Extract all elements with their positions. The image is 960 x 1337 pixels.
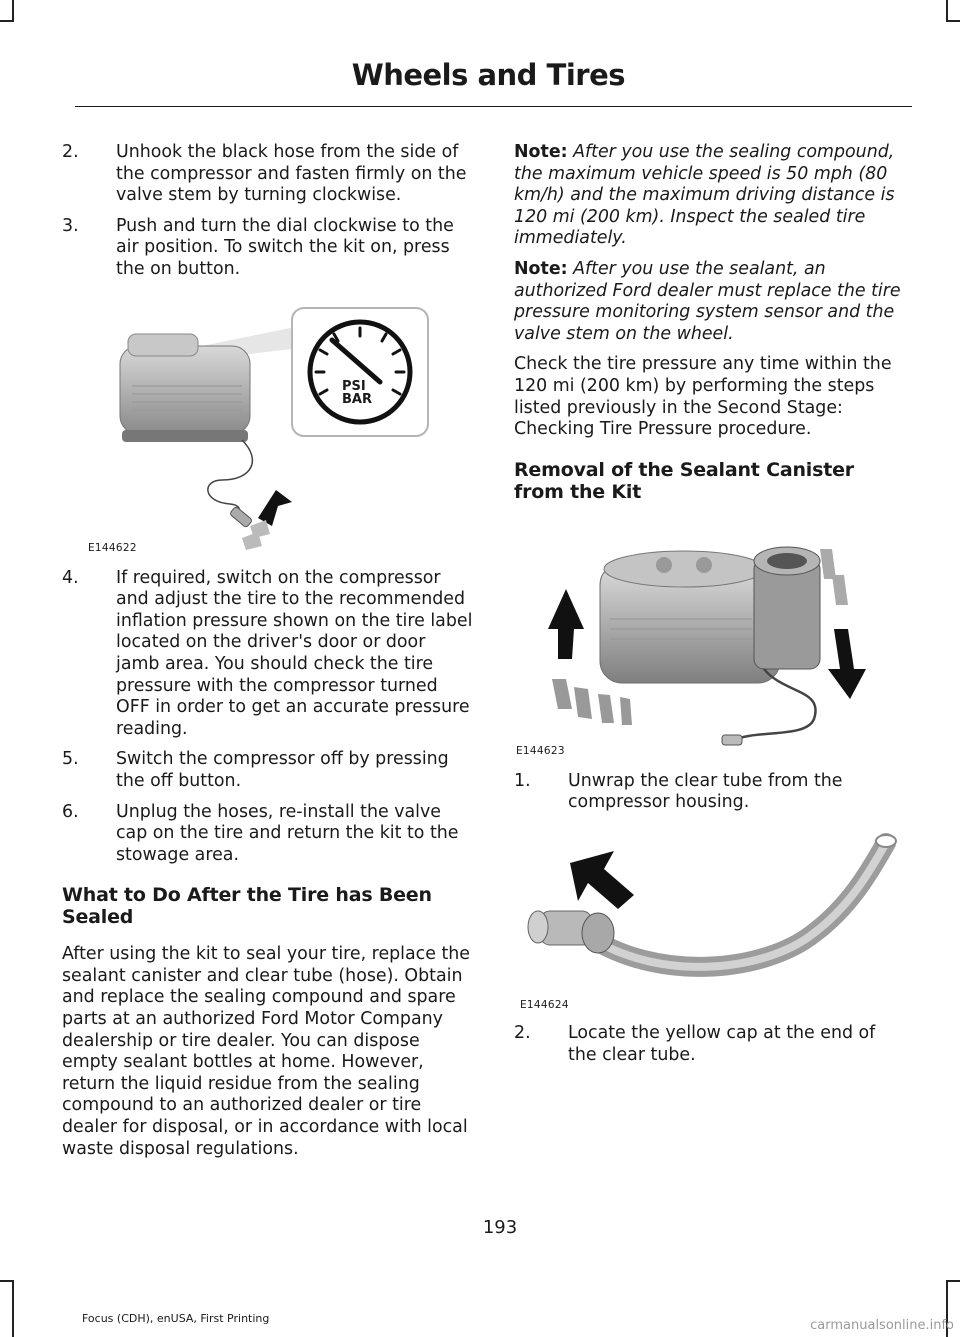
crop-mark (0, 20, 14, 22)
note-text: After you use the sealing compound, the maximum vehicle speed is 50 mph (80 km/h) and the maximum driving distance is 120 mi (200 km). Inspect the sealed tire immediately. (514, 142, 895, 249)
figure-canister-removal (514, 519, 908, 759)
crop-mark (0, 1280, 14, 1282)
step-item (62, 568, 474, 741)
step-item (62, 142, 474, 207)
figure-code: E144623 (516, 744, 565, 757)
left-column (62, 142, 474, 1169)
step-text: Unhook the black hose from the side of the compressor and fasten firmly on the valve stem by turning clockwise. (116, 142, 467, 206)
step-number: 2. (514, 1022, 531, 1043)
header-divider (75, 106, 912, 107)
step-text: Push and turn the dial clockwise to the air position. To switch the kit on, press the on button. (116, 215, 454, 279)
crop-mark (12, 1280, 14, 1337)
compressor-gauge-illustration (62, 290, 474, 556)
watermark: carmanualsonline.info (810, 1318, 954, 1333)
gauge-label-psi: PSI (342, 378, 366, 394)
step-item (62, 802, 474, 867)
step-text: Unplug the hoses, re-install the valve cap on the tire and return the kit to the stowage area. (116, 801, 459, 865)
footer-edition: Focus (CDH), enUSA, First Printing (82, 1312, 270, 1325)
note (514, 259, 908, 345)
canister-removal-illustration (514, 519, 908, 759)
note-label: Note: (514, 258, 568, 279)
note-text: After you use the sealant, an authorized Ford dealer must replace the tire pressure monitoring system sensor and the valve stem on the wheel. (514, 258, 901, 344)
body-paragraph: Check the tire pressure any time within the 120 mi (200 km) by performing the steps listed previously in the Second Stage: Checking Tire Pressure procedure. (514, 354, 892, 440)
figure-code: E144622 (88, 541, 137, 554)
step-number: 6. (62, 801, 79, 822)
crop-mark (946, 0, 948, 22)
step-text: Locate the yellow cap at the end of the clear tube. (568, 1022, 876, 1065)
section-heading: Removal of the Sealant Canister from the Kit (514, 458, 854, 503)
figure-code: E144624 (520, 998, 569, 1011)
figure-compressor-gauge (62, 290, 474, 556)
clear-tube-illustration (514, 823, 908, 1011)
figure-clear-tube (514, 823, 908, 1011)
page-title: Wheels and Tires (351, 58, 625, 92)
note-label: Note: (514, 142, 568, 162)
step-text: If required, switch on the compressor and adjust the tire to the recommended inflation pressure shown on the tire label located on the driver's door or door jamb area. You should check the tire pressure with the compressor turned OFF in order to get an accurate pressure reading. (116, 567, 473, 739)
crop-mark (946, 1280, 960, 1282)
note (514, 142, 908, 250)
body-paragraph: After using the kit to seal your tire, replace the sealant canister and clear tube (hose). Obtain and replace the sealing compound and spare parts at an authorized Ford Motor Company dealership or tire dealer. You can dispose empty sealant bottles at home. However, return the liquid residue from the sealing compound to an authorized dealer or tire dealer for disposal, or in accordance with local waste disposal regulations. (62, 944, 470, 1159)
section-heading: What to Do After the Tire has Been Sealed (62, 884, 432, 929)
step-number: 2. (62, 142, 79, 162)
step-number: 3. (62, 215, 79, 236)
gauge-label-bar: BAR (342, 391, 372, 407)
right-column (514, 142, 908, 1075)
crop-mark (12, 0, 14, 22)
step-number: 1. (514, 770, 531, 791)
crop-mark (946, 20, 960, 22)
step-text: Unwrap the clear tube from the compressor housing. (568, 770, 843, 813)
step-item (514, 771, 908, 814)
step-text: Switch the compressor off by pressing the off button. (116, 749, 449, 791)
step-number: 5. (62, 749, 79, 770)
step-item (514, 1023, 908, 1066)
step-item (62, 749, 474, 792)
page-number: 193 (482, 1217, 518, 1238)
step-number: 4. (62, 567, 79, 588)
step-item (62, 216, 474, 281)
